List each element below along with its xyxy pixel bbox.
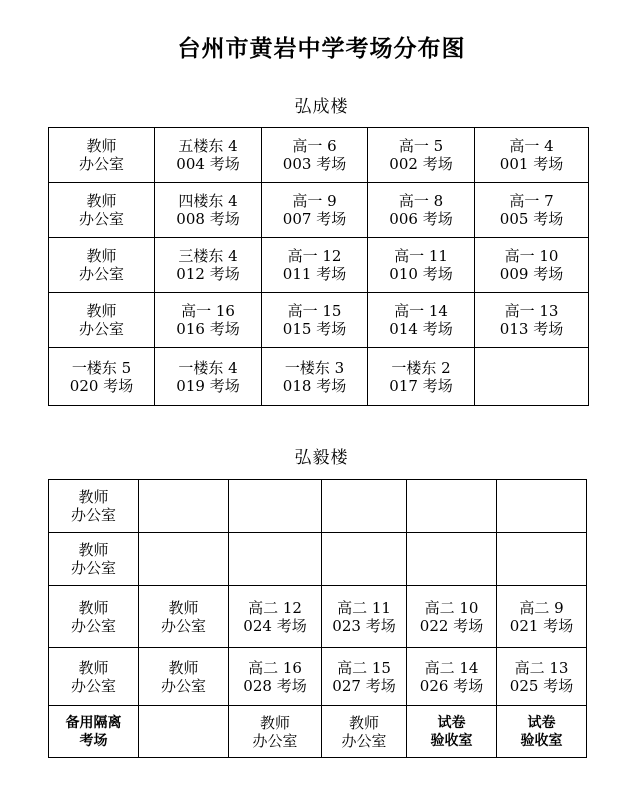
room-sublabel: 006 考场	[389, 210, 453, 228]
room-cell	[139, 648, 229, 706]
room-label: 教师	[78, 541, 109, 559]
room-sublabel: 013 考场	[499, 320, 564, 338]
room-label: 高二 10	[424, 598, 479, 617]
room-label: 高二 12	[248, 598, 302, 617]
room-cell	[497, 586, 587, 648]
room-sublabel: 002 考场	[389, 155, 453, 173]
room-label: 教师	[348, 713, 379, 732]
room-sublabel: 办公室	[70, 616, 116, 635]
room-cell	[475, 128, 589, 183]
room-sublabel: 办公室	[78, 265, 124, 283]
room-cell	[322, 706, 407, 758]
room-label: 高一 7	[509, 192, 554, 210]
room-label: 高一 15	[287, 302, 342, 320]
room-label: 高一 11	[394, 247, 448, 265]
room-cell	[407, 706, 497, 758]
room-label: 高一 8	[398, 192, 444, 210]
room-sublabel: 办公室	[70, 676, 116, 695]
room-label: 五楼东 4	[178, 137, 238, 155]
room-label: 高一 10	[504, 247, 559, 265]
room-sublabel: 办公室	[341, 731, 387, 750]
page-title: 台州市黄岩中学考场分布图	[177, 36, 466, 62]
room-cell	[229, 648, 322, 706]
room-label: 高二 16	[248, 658, 302, 677]
room-label: 高一 16	[181, 302, 235, 320]
room-label: 一楼东 5	[71, 358, 132, 377]
room-label: 教师	[168, 658, 199, 677]
room-sublabel: 015 考场	[282, 320, 347, 338]
room-cell	[49, 480, 139, 533]
room-cell	[49, 648, 139, 706]
room-label: 教师	[86, 192, 117, 210]
room-sublabel: 003 考场	[282, 155, 347, 173]
room-label: 高二 9	[519, 598, 564, 617]
room-sublabel: 028 考场	[243, 676, 307, 695]
room-sublabel: 018 考场	[282, 376, 347, 395]
room-sublabel: 023 考场	[332, 616, 396, 635]
room-label: 高一 13	[504, 302, 559, 320]
room-sublabel: 020 考场	[69, 376, 134, 395]
room-sublabel: 022 考场	[419, 616, 484, 635]
table-row	[49, 128, 589, 183]
room-cell	[262, 128, 368, 183]
room-sublabel: 办公室	[160, 676, 206, 695]
room-sublabel: 验收室	[430, 732, 473, 749]
room-sublabel: 024 考场	[243, 616, 307, 635]
room-cell	[49, 238, 155, 293]
room-sublabel: 026 考场	[419, 676, 484, 695]
room-cell	[322, 533, 407, 586]
room-cell	[407, 533, 497, 586]
room-cell	[262, 348, 368, 406]
building2-table	[48, 479, 587, 758]
room-cell	[262, 183, 368, 238]
room-cell	[497, 648, 587, 706]
room-cell	[475, 183, 589, 238]
room-cell	[229, 706, 322, 758]
room-cell	[322, 648, 407, 706]
room-cell	[497, 706, 587, 758]
room-sublabel: 017 考场	[389, 376, 453, 395]
room-cell	[49, 348, 155, 406]
room-sublabel: 办公室	[252, 731, 298, 750]
room-label: 高一 6	[292, 137, 337, 155]
room-sublabel: 012 考场	[176, 265, 240, 283]
room-cell	[155, 293, 262, 348]
room-cell	[497, 533, 587, 586]
building2-title: 弘毅楼	[294, 448, 349, 468]
room-label: 一楼东 4	[178, 358, 238, 377]
room-cell	[475, 238, 589, 293]
room-cell	[229, 533, 322, 586]
room-label: 教师	[168, 598, 199, 617]
room-cell	[139, 480, 229, 533]
room-label: 高一 5	[398, 137, 444, 155]
room-cell	[49, 586, 139, 648]
room-sublabel: 014 考场	[389, 320, 453, 338]
room-label: 一楼东 2	[391, 358, 451, 377]
table-row	[49, 293, 589, 348]
room-sublabel: 001 考场	[499, 155, 564, 173]
room-cell	[368, 128, 475, 183]
room-label: 教师	[86, 302, 117, 320]
room-cell	[322, 586, 407, 648]
room-cell	[407, 586, 497, 648]
table-row	[49, 238, 589, 293]
room-label: 试卷	[437, 714, 466, 731]
room-sublabel: 考场	[79, 732, 108, 749]
room-cell	[368, 293, 475, 348]
room-label: 三楼东 4	[178, 247, 238, 265]
room-sublabel: 办公室	[70, 559, 116, 577]
room-sublabel: 009 考场	[499, 265, 564, 283]
room-label: 高一 12	[287, 247, 342, 265]
room-cell	[475, 293, 589, 348]
room-label: 教师	[86, 247, 117, 265]
room-label: 高一 4	[509, 137, 554, 155]
room-cell	[155, 238, 262, 293]
room-cell	[407, 648, 497, 706]
room-sublabel: 021 考场	[509, 616, 574, 635]
room-cell	[155, 128, 262, 183]
room-sublabel: 011 考场	[282, 265, 347, 283]
table-row	[49, 648, 587, 706]
room-cell	[139, 586, 229, 648]
table-row	[49, 533, 587, 586]
room-cell	[407, 480, 497, 533]
room-sublabel: 016 考场	[176, 320, 240, 338]
room-sublabel: 办公室	[78, 210, 124, 228]
room-label: 教师	[86, 137, 117, 155]
room-cell	[475, 348, 589, 406]
table-row	[49, 586, 587, 648]
room-label: 教师	[259, 713, 290, 732]
room-cell	[49, 128, 155, 183]
room-label: 教师	[78, 658, 109, 677]
room-cell	[262, 293, 368, 348]
room-label: 教师	[78, 598, 109, 617]
room-cell	[49, 533, 139, 586]
room-label: 高二 11	[337, 598, 391, 617]
room-sublabel: 005 考场	[499, 210, 564, 228]
building1-table	[48, 127, 589, 406]
table-row	[49, 706, 587, 758]
room-cell	[368, 348, 475, 406]
room-label: 试卷	[527, 714, 556, 731]
room-cell	[49, 706, 139, 758]
room-cell	[262, 238, 368, 293]
room-cell	[155, 348, 262, 406]
room-cell	[155, 183, 262, 238]
table-row	[49, 183, 589, 238]
room-sublabel: 验收室	[520, 732, 563, 749]
room-label: 教师	[78, 488, 109, 506]
room-sublabel: 004 考场	[176, 155, 240, 173]
room-sublabel: 025 考场	[509, 676, 574, 695]
room-cell	[322, 480, 407, 533]
room-sublabel: 办公室	[78, 155, 124, 173]
room-sublabel: 007 考场	[282, 210, 347, 228]
room-sublabel: 027 考场	[332, 676, 396, 695]
room-sublabel: 019 考场	[176, 376, 240, 395]
room-label: 高一 9	[292, 192, 337, 210]
room-label: 备用隔离	[65, 714, 122, 731]
room-cell	[368, 183, 475, 238]
room-label: 高二 13	[514, 658, 569, 677]
room-label: 一楼东 3	[284, 358, 345, 377]
room-sublabel: 办公室	[78, 320, 124, 338]
room-cell	[229, 480, 322, 533]
room-cell	[49, 183, 155, 238]
room-cell	[229, 586, 322, 648]
room-cell	[368, 238, 475, 293]
room-label: 高一 14	[394, 302, 448, 320]
table-row	[49, 480, 587, 533]
room-sublabel: 008 考场	[176, 210, 240, 228]
room-label: 高二 14	[424, 658, 479, 677]
room-cell	[139, 706, 229, 758]
table-row	[49, 348, 589, 406]
building1-title: 弘成楼	[294, 97, 349, 117]
room-sublabel: 办公室	[160, 616, 206, 635]
room-sublabel: 010 考场	[389, 265, 453, 283]
room-label: 四楼东 4	[178, 192, 238, 210]
room-sublabel: 办公室	[70, 506, 116, 524]
room-cell	[139, 533, 229, 586]
room-cell	[497, 480, 587, 533]
room-cell	[49, 293, 155, 348]
room-label: 高二 15	[337, 658, 391, 677]
